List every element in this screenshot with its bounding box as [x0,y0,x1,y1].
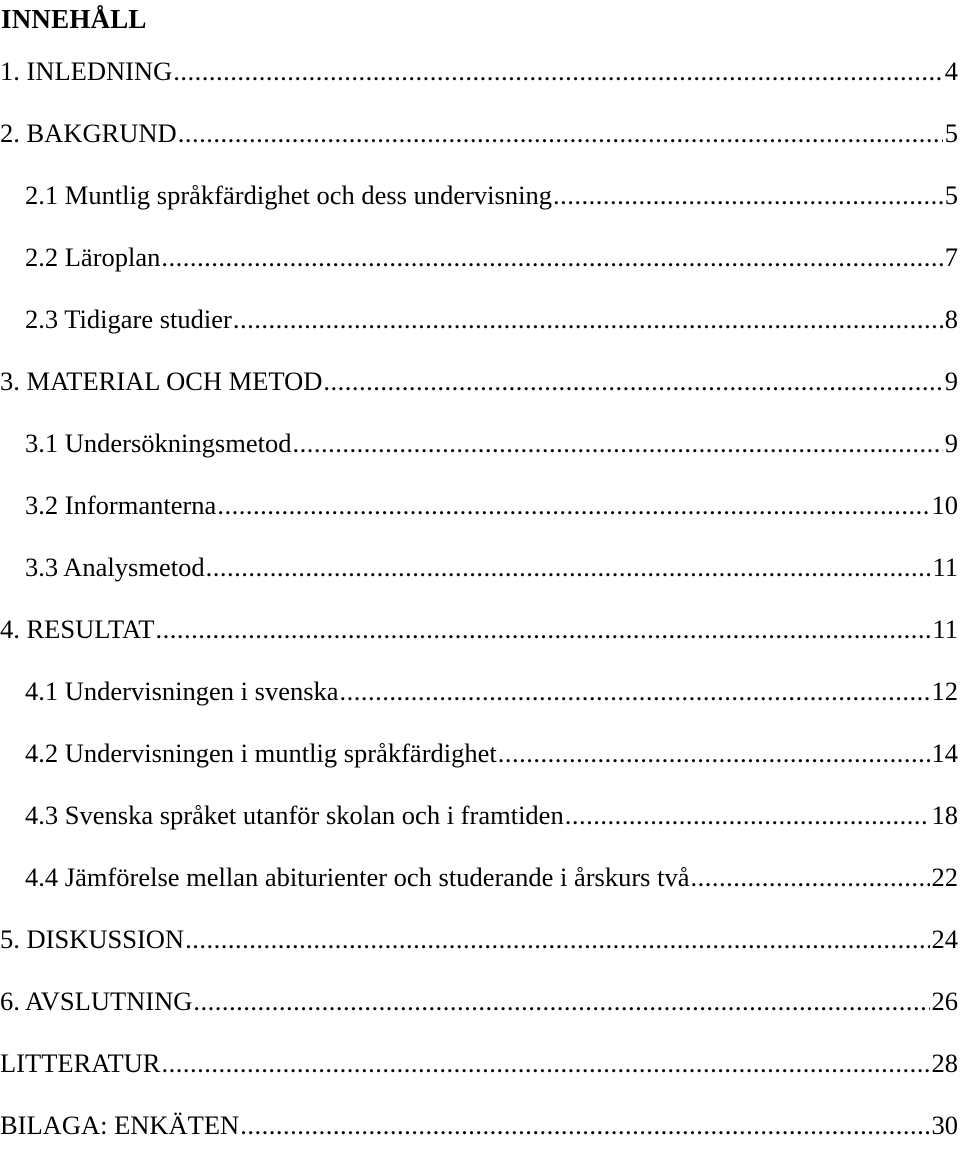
toc-entry[interactable] [0,238,960,300]
dot-leader [161,238,942,276]
toc-entry-page-number: 11 [932,548,960,586]
toc-entry[interactable] [0,920,960,982]
dot-leader [233,300,943,338]
toc-entry-page-number: 26 [932,982,960,1020]
toc-entry-page-number: 28 [932,1044,960,1082]
dot-leader [323,362,942,400]
dot-leader [193,982,929,1020]
dot-leader [340,672,930,710]
toc-entry-label: LITTERATUR [0,1044,160,1082]
dot-leader [173,52,943,90]
table-of-contents [0,52,960,1168]
toc-entry[interactable] [0,52,960,114]
toc-entry-label: 3.2 Informanterna [25,486,216,524]
dot-leader [161,1044,929,1082]
toc-entry-label: 4.1 Undervisningen i svenska [25,672,339,710]
toc-entry-page-number: 12 [932,672,960,710]
toc-entry-page-number: 24 [932,920,960,958]
toc-entry-label: 4.3 Svenska språket utanför skolan och i framtiden [25,796,564,834]
toc-entry[interactable] [0,796,960,858]
dot-leader [553,176,943,214]
toc-entry-label: BILAGA: ENKÄTEN [0,1106,239,1144]
toc-entry[interactable] [0,114,960,176]
dot-leader [155,610,930,648]
toc-entry-page-number: 11 [932,610,960,648]
toc-entry-label: 2.2 Läroplan [25,238,160,276]
toc-title: INNEHÅLL [1,2,147,36]
toc-entry[interactable] [0,548,960,610]
dot-leader [178,114,943,152]
toc-entry-page-number: 7 [945,238,960,276]
dot-leader [292,424,942,462]
toc-entry-page-number: 4 [945,52,960,90]
toc-entry[interactable] [0,672,960,734]
toc-entry-page-number: 8 [945,300,960,338]
dot-leader [690,858,929,896]
toc-entry[interactable] [0,982,960,1044]
toc-entry-page-number: 18 [932,796,960,834]
toc-entry-page-number: 30 [932,1106,960,1144]
toc-entry-label: 2.3 Tidigare studier [25,300,232,338]
toc-entry-label: 2. BAKGRUND [0,114,177,152]
toc-entry-page-number: 9 [945,424,960,462]
toc-entry-label: 1. INLEDNING [0,52,172,90]
toc-entry[interactable] [0,176,960,238]
dot-leader [240,1106,929,1144]
toc-entry-label: 3. MATERIAL OCH METOD [0,362,322,400]
toc-entry[interactable] [0,1106,960,1168]
dot-leader [185,920,929,958]
dot-leader [498,734,930,772]
toc-entry-page-number: 5 [945,176,960,214]
toc-entry-page-number: 10 [932,486,960,524]
dot-leader [206,548,931,586]
toc-entry[interactable] [0,610,960,672]
dot-leader [217,486,929,524]
toc-entry-label: 6. AVSLUTNING [0,982,192,1020]
toc-entry[interactable] [0,300,960,362]
toc-entry[interactable] [0,362,960,424]
dot-leader [565,796,930,834]
toc-entry-page-number: 22 [932,858,960,896]
toc-entry-label: 5. DISKUSSION [0,920,184,958]
toc-entry-label: 3.3 Analysmetod [25,548,205,586]
toc-entry[interactable] [0,734,960,796]
toc-entry[interactable] [0,858,960,920]
toc-entry-label: 4.2 Undervisningen i muntlig språkfärdighet [25,734,497,772]
toc-entry-label: 4. RESULTAT [0,610,154,648]
toc-entry[interactable] [0,486,960,548]
toc-entry[interactable] [0,1044,960,1106]
toc-entry-label: 2.1 Muntlig språkfärdighet och dess undervisning [25,176,552,214]
toc-entry-page-number: 9 [945,362,960,400]
toc-entry-page-number: 5 [945,114,960,152]
toc-entry-page-number: 14 [932,734,960,772]
toc-entry-label: 4.4 Jämförelse mellan abiturienter och studerande i årskurs två [25,858,689,896]
toc-entry[interactable] [0,424,960,486]
toc-entry-label: 3.1 Undersökningsmetod [25,424,291,462]
